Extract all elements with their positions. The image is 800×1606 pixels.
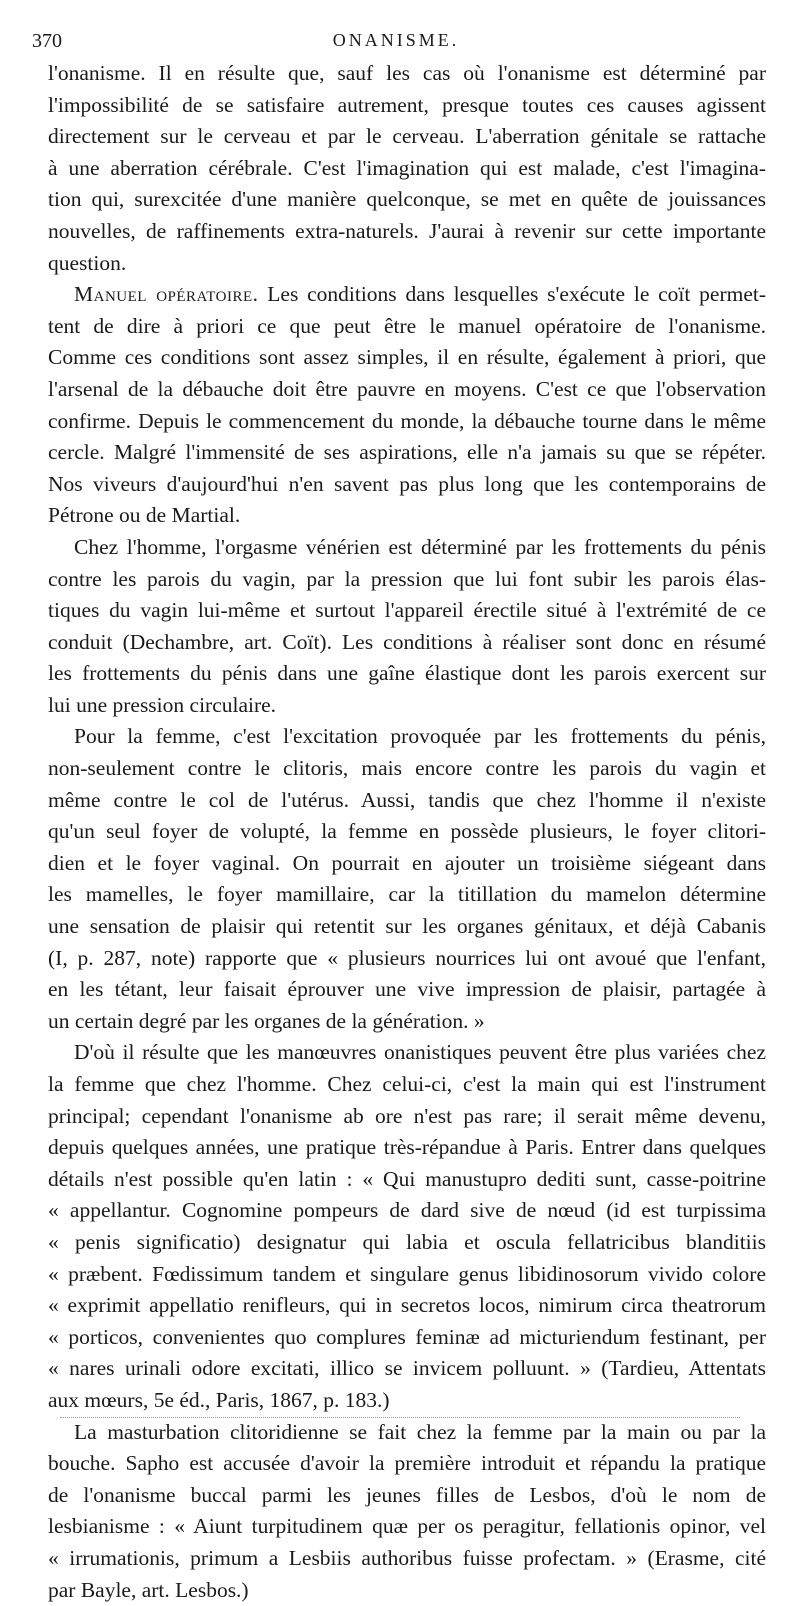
text-line	[48, 311, 766, 343]
line-text: cercle. Malgré l'immensité de ses aspirations, elle n'a jamais su que se répéter.	[48, 440, 766, 464]
line-text: par Bayle, art. Lesbos.)	[48, 1578, 249, 1602]
text-line	[48, 816, 766, 848]
text-line	[48, 1417, 766, 1449]
text-line	[48, 943, 766, 975]
body-text	[48, 58, 766, 1606]
text-line	[48, 658, 766, 690]
line-text: l'impossibilité de se satisfaire autrement, presque toutes ces causes agissent	[48, 93, 766, 117]
line-text: les mamelles, le foyer mamillaire, car la titillation du mamelon détermine	[48, 882, 766, 906]
line-text: l'arsenal de la débauche doit être pauvre en moyens. C'est ce que l'observation	[48, 377, 766, 401]
text-line	[48, 1575, 766, 1606]
text-line	[48, 753, 766, 785]
text-line	[48, 184, 766, 216]
page-header	[32, 30, 760, 60]
text-line	[48, 564, 766, 596]
text-line	[48, 1227, 766, 1259]
text-line	[48, 1385, 766, 1417]
text-line	[48, 1290, 766, 1322]
text-line	[48, 595, 766, 627]
line-text: qu'un seul foyer de volupté, la femme en possède plusieurs, le foyer clitori-	[48, 819, 766, 843]
text-line	[48, 374, 766, 406]
line-text: directement sur le cerveau et par le cerveau. L'aberration génitale se rattache	[48, 124, 766, 148]
text-line	[48, 1069, 766, 1101]
line-text: l'onanisme. Il en résulte que, sauf les cas où l'onanisme est déterminé par	[48, 61, 766, 85]
line-text: « irrumationis, primum a Lesbiis authoribus fuisse profectam. » (Erasme, cité	[48, 1546, 766, 1570]
line-text: « exprimit appellatio renifleurs, qui in secretos locos, nimirum circa theatrorum	[48, 1293, 766, 1317]
line-text: lesbianisme : « Aiunt turpitudinem quæ per os peragitur, fellationis opinor, vel	[48, 1514, 766, 1538]
text-line	[48, 1195, 766, 1227]
text-line	[48, 1037, 766, 1069]
line-text: La masturbation clitoridienne se fait chez la femme par la main ou par la	[74, 1420, 766, 1444]
line-text: Pétrone ou de Martial.	[48, 503, 240, 527]
line-text: Chez l'homme, l'orgasme vénérien est déterminé par les frottements du pénis	[74, 535, 766, 559]
text-line	[48, 1101, 766, 1133]
text-line	[48, 1543, 766, 1575]
text-line	[48, 153, 766, 185]
line-text: en les tétant, leur faisait éprouver une vive impression de plaisir, partagée à	[48, 977, 766, 1001]
line-text: tent de dire à priori ce que peut être le manuel opératoire de l'onanisme.	[48, 314, 766, 338]
line-text: « nares urinali odore excitati, illico se invicem polluunt. » (Tardieu, Attentats	[48, 1356, 766, 1380]
line-text: Nos viveurs d'aujourd'hui n'en savent pas plus long que les contemporains de	[48, 472, 766, 496]
text-line	[48, 406, 766, 438]
text-line	[48, 248, 766, 280]
text-line	[48, 1511, 766, 1543]
text-line	[48, 1480, 766, 1512]
text-line	[48, 469, 766, 501]
line-text: tiques du vagin lui-même et surtout l'appareil érectile situé à l'extrémité de ce	[48, 598, 766, 622]
line-text: dien et le foyer vaginal. On pourrait en ajouter un troisième siégeant dans	[48, 851, 766, 875]
text-line	[48, 785, 766, 817]
text-line	[48, 848, 766, 880]
line-text: bouche. Sapho est accusée d'avoir la première introduit et répandu la pratique	[48, 1451, 766, 1475]
line-text: nouvelles, de raffinements extra-naturels. J'aurai à revenir sur cette importante	[48, 219, 766, 243]
line-text: un certain degré par les organes de la génération. »	[48, 1009, 485, 1033]
line-text: depuis quelques années, une pratique très-répandue à Paris. Entrer dans quelques	[48, 1135, 766, 1159]
line-text: D'où il résulte que les manœuvres onanistiques peuvent être plus variées chez	[74, 1040, 766, 1064]
line-text: de l'onanisme buccal parmi les jeunes filles de Lesbos, d'où le nom de	[48, 1483, 766, 1507]
text-line	[48, 279, 766, 311]
text-line	[48, 1259, 766, 1291]
line-text: Pour la femme, c'est l'excitation provoquée par les frottements du pénis,	[74, 724, 766, 748]
text-line	[48, 627, 766, 659]
text-line	[48, 721, 766, 753]
line-text: même contre le col de l'utérus. Aussi, tandis que chez l'homme il n'existe	[48, 788, 766, 812]
line-text: (I, p. 287, note) rapporte que « plusieurs nourrices lui ont avoué que l'enfant,	[48, 946, 766, 970]
line-text: contre les parois du vagin, par la pression que lui font subir les parois élas-	[48, 567, 766, 591]
text-line	[48, 90, 766, 122]
text-line	[48, 690, 766, 722]
line-text: principal; cependant l'onanisme ab ore n'est pas rare; il serait même devenu,	[48, 1104, 766, 1128]
text-line	[48, 879, 766, 911]
line-text: détails n'est possible qu'en latin : « Qui manustupro dediti sunt, casse-poitrine	[48, 1167, 766, 1191]
line-text: à une aberration cérébrale. C'est l'imagination qui est malade, c'est l'imagina-	[48, 156, 766, 180]
line-text: confirme. Depuis le commencement du monde, la débauche tourne dans le même	[48, 409, 766, 433]
line-text: les frottements du pénis dans une gaîne élastique dont les parois exercent sur	[48, 661, 766, 685]
text-line	[48, 532, 766, 564]
line-text: lui une pression circulaire.	[48, 693, 276, 717]
text-line	[48, 437, 766, 469]
line-text: conduit (Dechambre, art. Coït). Les conditions à réaliser sont donc en résumé	[48, 630, 766, 654]
text-line	[48, 342, 766, 374]
text-line	[48, 974, 766, 1006]
line-text: « præbent. Fœdissimum tandem et singulare genus libidinosorum vivido colore	[48, 1262, 766, 1286]
text-line	[48, 500, 766, 532]
line-text: « appellantur. Cognomine pompeurs de dard sive de nœud (id est turpissima	[48, 1198, 766, 1222]
line-text: non-seulement contre le clitoris, mais encore contre les parois du vagin et	[48, 756, 766, 780]
text-line	[48, 121, 766, 153]
text-line	[48, 58, 766, 90]
line-text: tion qui, surexcitée d'une manière quelconque, se met en quête de jouissances	[48, 187, 766, 211]
text-line	[48, 216, 766, 248]
line-text: la femme que chez l'homme. Chez celui-ci, c'est la main qui est l'instrument	[48, 1072, 766, 1096]
footer-rule	[60, 1417, 740, 1418]
line-text: Les conditions dans lesquelles s'exécute le coït permet-	[259, 282, 767, 306]
text-line	[48, 911, 766, 943]
text-line	[48, 1322, 766, 1354]
text-line	[48, 1164, 766, 1196]
text-line	[48, 1132, 766, 1164]
running-title: ONANISME.	[32, 30, 760, 51]
text-line	[48, 1353, 766, 1385]
line-text: question.	[48, 251, 126, 275]
text-line	[48, 1006, 766, 1038]
line-text: « porticos, convenientes quo complures feminæ ad micturiendum festinant, per	[48, 1325, 766, 1349]
line-text: aux mœurs, 5e éd., Paris, 1867, p. 183.)	[48, 1388, 390, 1412]
section-heading: Manuel opératoire.	[74, 282, 259, 306]
line-text: une sensation de plaisir qui retentit sur les organes génitaux, et déjà Cabanis	[48, 914, 766, 938]
line-text: Comme ces conditions sont assez simples, il en résulte, également à priori, que	[48, 345, 766, 369]
line-text: « penis significatio) designatur qui labia et oscula fellatricibus blanditiis	[48, 1230, 766, 1254]
page-number: 370	[32, 30, 62, 53]
